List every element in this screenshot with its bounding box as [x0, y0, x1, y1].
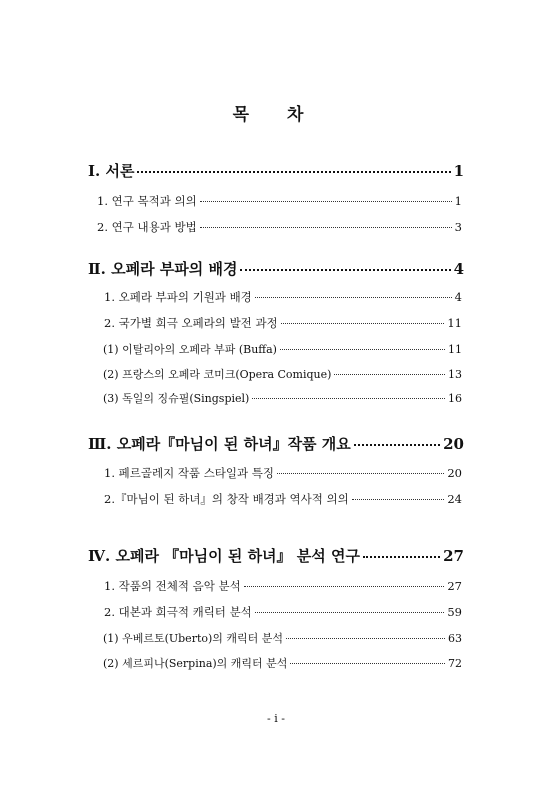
toc-page-number: 27 — [443, 547, 464, 565]
toc-page-number: 1 — [454, 194, 462, 208]
toc-chapter-2[interactable] — [88, 258, 464, 279]
toc-page-number: 20 — [447, 466, 462, 480]
toc-chapter-label: Ⅳ. 오페라 『마님이 된 하녀』 분석 연구 — [88, 547, 360, 565]
dot-leader — [290, 663, 445, 664]
dot-leader — [244, 586, 445, 587]
toc-chapter-label: Ⅲ. 오페라『마님이 된 하녀』작품 개요 — [88, 435, 351, 453]
toc-chapter-3[interactable] — [88, 433, 464, 454]
toc-subsection-label: (2) 프랑스의 오페라 코미크(Opera Comique) — [103, 368, 332, 381]
dot-leader — [277, 473, 444, 474]
toc-page-number: 72 — [448, 657, 462, 670]
toc-subsection-4-2-2[interactable] — [103, 655, 462, 671]
toc-subsection-label: (2) 세르피나(Serpina)의 캐릭터 분석 — [103, 657, 288, 670]
dot-leader — [363, 556, 440, 558]
toc-page-number: 63 — [448, 632, 462, 645]
toc-section-2-2[interactable] — [104, 315, 462, 331]
dot-leader — [200, 201, 452, 202]
dot-leader — [281, 323, 445, 324]
toc-page-number: 1 — [453, 162, 464, 180]
toc-section-label: 2.『마님이 된 하녀』의 창작 배경과 역사적 의의 — [104, 492, 349, 506]
page-title: 목 차 — [232, 105, 320, 125]
toc-page-number: 27 — [447, 579, 462, 593]
toc-subsection-2-2-1[interactable] — [103, 341, 462, 357]
toc-subsection-label: (1) 우베르토(Uberto)의 캐릭터 분석 — [103, 632, 284, 645]
dot-leader — [352, 499, 445, 500]
toc-page-number: 13 — [448, 368, 462, 381]
toc-page-number: 4 — [454, 290, 462, 304]
dot-leader — [354, 444, 440, 446]
toc-chapter-label: Ⅱ. 오페라 부파의 배경 — [88, 260, 238, 278]
toc-page-number: 4 — [453, 260, 464, 278]
dot-leader — [255, 297, 452, 298]
dot-leader — [200, 227, 452, 228]
toc-page-number: 20 — [443, 435, 464, 453]
toc-section-3-2[interactable] — [104, 491, 462, 507]
toc-subsection-2-2-2[interactable] — [103, 366, 462, 382]
toc-page-number: 3 — [454, 220, 462, 234]
dot-leader — [252, 398, 445, 399]
toc-subsection-2-2-3[interactable] — [103, 390, 462, 406]
toc-subsection-4-2-1[interactable] — [103, 630, 462, 646]
dot-leader — [286, 638, 445, 639]
toc-section-1-2[interactable] — [97, 219, 462, 235]
toc-chapter-1[interactable] — [88, 160, 464, 181]
dot-leader — [280, 349, 445, 350]
toc-section-label: 2. 국가별 희극 오페라의 발전 과정 — [104, 316, 278, 330]
toc-section-4-1[interactable] — [104, 578, 462, 594]
toc-page-number: 16 — [448, 392, 462, 405]
toc-section-4-2[interactable] — [104, 604, 462, 620]
toc-section-3-1[interactable] — [104, 465, 462, 481]
toc-section-label: 1. 작품의 전체적 음악 분석 — [104, 579, 241, 593]
toc-page-number: 11 — [448, 343, 462, 356]
page-footer-number: - i - — [267, 712, 285, 725]
toc-section-label: 1. 오페라 부파의 기원과 배경 — [104, 290, 252, 304]
toc-section-2-1[interactable] — [104, 289, 462, 305]
dot-leader — [255, 612, 445, 613]
toc-chapter-4[interactable] — [88, 545, 464, 566]
dot-leader — [137, 171, 450, 173]
toc-section-1-1[interactable] — [97, 193, 462, 209]
dot-leader — [334, 374, 445, 375]
toc-section-label: 2. 연구 내용과 방법 — [97, 220, 197, 234]
toc-chapter-label: Ⅰ. 서론 — [88, 162, 135, 180]
toc-subsection-label: (3) 독일의 징슈필(Singspiel) — [103, 392, 250, 405]
dot-leader — [240, 269, 450, 271]
toc-page-number: 24 — [447, 492, 462, 506]
toc-page-number: 59 — [447, 605, 462, 619]
toc-subsection-label: (1) 이탈리아의 오페라 부파 (Buffa) — [103, 343, 277, 356]
toc-page-number: 11 — [447, 316, 462, 330]
toc-section-label: 1. 페르골레지 작품 스타일과 특징 — [104, 466, 275, 480]
toc-section-label: 1. 연구 목적과 의의 — [97, 194, 197, 208]
toc-section-label: 2. 대본과 희극적 캐릭터 분석 — [104, 605, 252, 619]
